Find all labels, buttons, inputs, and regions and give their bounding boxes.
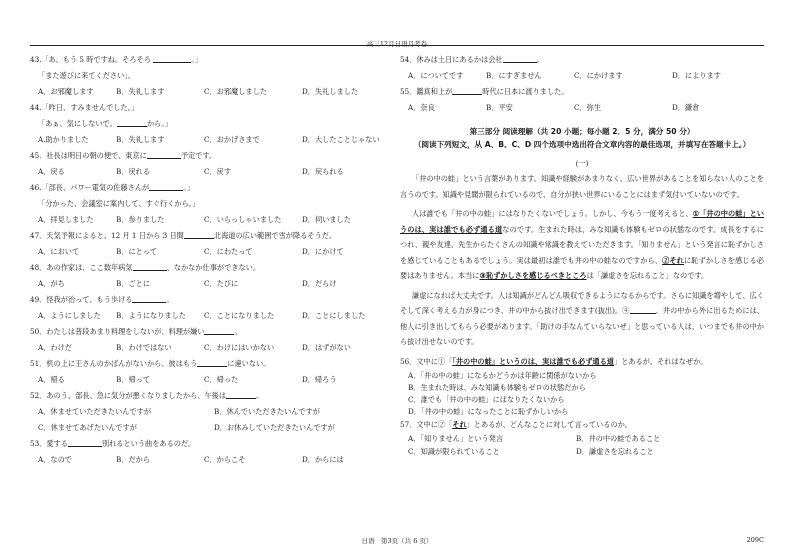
- page-title: 高三12月日语月考卷: [366, 40, 428, 48]
- answer-blank: [184, 230, 214, 239]
- options: A．において B．にとって C．にわたって D．にかけて: [38, 247, 344, 256]
- options: A．奈良 B．平安 C．弥生 D．鎌倉: [408, 103, 700, 112]
- question-50: 50．わたしは普段あまり料理をしないが、料理が嫌い 。 A．わけだ B．わけではない C．わけにはいかない D．はずがない: [30, 324, 392, 356]
- options: A．戻る B．戻れる C．戻す D．戻られる: [38, 167, 344, 176]
- answer-blank: [149, 182, 183, 191]
- options: C．休ませてあげたいんですが D．お休みしていただきたいんですが: [38, 423, 335, 432]
- question-48: 48．あの作家は、ここ数年病気 、なかなか仕事ができない。 A．がち B．ごとに C．たびに D．だらけ: [30, 260, 392, 292]
- page-number: 日语 第3页（共 6 页）: [361, 537, 433, 545]
- question-46: 46.「部長、パワー電気の佐藤さんが 。」 「分かった、会議室に案内して、すぐ行くから。」 A．拝見しました B．参りました C．いらっしゃいました D．伺いました: [30, 180, 392, 228]
- underlined-phrase: ①「井の中の蛙」というのは、実は誰でも必ず通る道: [400, 209, 764, 234]
- options: A．「知りません」という発言 B．井の中の蛙であること: [408, 433, 661, 443]
- question-57: 57．文中に②「それ」とあるが、どんなことに対して言っているのか。 A．「知りません」という発言 B．井の中の蛙であること C．知識が限られていること D．謙虚さを忘れること: [400, 418, 764, 458]
- answer-blank: [153, 54, 191, 63]
- answer-blank: [503, 54, 537, 63]
- question-43: 43.「あ、もう 5 時ですね。そろそろ 。」 「また遊びに来てください」。 A．お邪魔します B．失礼します C．お邪魔しました D．失礼しました: [30, 52, 392, 100]
- underlined-phrase: ②それ: [662, 255, 684, 265]
- options: C．知識が限られていること D．謙虚さを忘れること: [408, 446, 654, 456]
- question-45: 45．社長は明日の朝の便で、東京に 予定です。 A．戻る B．戻れる C．戻す D．戻られる: [30, 148, 392, 180]
- paper-code: 209C: [746, 536, 764, 544]
- section-title: 第三部分 阅读理解（共 20 小题；每小题 2．5 分，满分 50 分）: [469, 127, 695, 136]
- answer-blank: [133, 262, 167, 271]
- answer-blank: [452, 86, 482, 95]
- question-44: 44.「昨日、すみませんでした。」 「あぁ、気にしないで。 から。」 A.助かりました B．失礼します C．おかげさまで D．大したことじゃない: [30, 100, 392, 148]
- left-column: [30, 52, 392, 468]
- options: A．拝見しました B．参りました C．いらっしゃいました D．伺いました: [38, 215, 351, 224]
- answer-blank: [630, 305, 656, 314]
- passage-paragraph: 謙虚になれば大丈夫です。人は知識がどんどん吸収できるようになるからです。さらに知識を増やして、広くそして深く考える力が身につき、井の中から抜け出できます(抜出)。④ 、井の中から外に出るためには、他人に引き出してもらう必要があります。「助けの手なんていらないぜ」と思っている人は、いつまでも井の中から抜け出せないのです。: [400, 290, 764, 346]
- options: A．帰る B．帰って C．帰った D．帰ろう: [38, 375, 337, 384]
- options: A．がち B．ごとに C．たびに D．だらけ: [38, 279, 337, 288]
- question-47: 47．天気予報によると、12 月 1 日から 3 日間 北海道の広い範囲で雪が降るそうだ。 A．において B．にとって C．にわたって D．にかけて: [30, 228, 392, 260]
- options: A．なので B．だから C．からこそ D．からには: [38, 455, 344, 464]
- options: A．ようにしました B．ようになりました C．ことになりました D．ことにしました: [38, 311, 366, 320]
- section-instructions: （阅读下列短文，从 A、B、C、D 四个选项中选出符合文章内容的最佳选项，并填写在答题卡上。）: [413, 140, 751, 149]
- answer-blank: [226, 390, 256, 399]
- page-header: [30, 6, 764, 46]
- answer-blank: [68, 438, 102, 447]
- options: A.助かりました B．失礼します C．おかげさまで D．大したことじゃない: [38, 135, 380, 144]
- answer-blank: [197, 358, 227, 367]
- answer-blank: [204, 326, 234, 335]
- question-51: 51．机の上に王さんのかばんがないから、彼はもう に違いない。 A．帰る B．帰って C．帰った D．帰ろう: [30, 356, 392, 388]
- question-55: 55．鑑真和上が 時代に日本に渡りました。 A．奈良 B．平安 C．弥生 D．鎌倉: [400, 84, 764, 116]
- passage-paragraph: 「井の中の蛙」という言葉があります。知識や経験があまりなく、広い世界があることを知らない人のことを言うのです。知識や見聞が限られているので、自分が狭い世界にいることにはまず気付いていないのです。: [400, 174, 764, 199]
- options: A．休ませていただきたいんですが B．休んでいただきたいんですが: [38, 407, 320, 416]
- options: A．わけだ B．わけではない C．わけにはいかない D．はずがない: [38, 343, 351, 352]
- underlined-phrase: ③恥ずかしさを感じるべきところ: [479, 271, 587, 280]
- page-footer: [30, 536, 764, 550]
- question-56: 56．文中に①「「井の中の蛙」というのは、実は誰でも必ず通る道」とあるが、それはなぜか。 A．「井の中の蛙」になるかどうかは年齢に関係がないから B．生まれた時は、みな知識も体験もゼロの状態だから C．誰でも「井の中の蛙」にはなりたくないから D．「井の中の蛙」になったことに恥ずかしいから: [400, 356, 708, 416]
- answer-blank: [147, 150, 181, 159]
- question-53: 53．愛する 別れるという曲をあるのだ。 A．なので B．だから C．からこそ D．からには: [30, 436, 392, 468]
- passage-number: (一): [575, 159, 589, 168]
- answer-blank: [132, 294, 166, 303]
- options: A．についてです B．にすぎません C．にかけます D．によります: [408, 71, 721, 80]
- question-54: 54．休みは土日にあるかは会社 。 A．についてです B．にすぎません C．にかけます D．によります: [400, 52, 764, 84]
- options: A．お邪魔します B．失礼します C．お邪魔しました D．失礼しました: [38, 87, 359, 96]
- right-column: [400, 52, 764, 458]
- question-52: 52．あのう、部長、急に気分が悪くなりましたから、午後は 。 A．休ませていただきたいんですが B．休んでいただきたいんですが C．休ませてあげたいんですが D．お休みしていただきたいんですが: [30, 388, 392, 436]
- passage-paragraph: 人は誰でも「井の中の蛙」にはなりたくないでしょう。しかし、今もう一度考えると、①「井の中の蛙」というのは、実は誰でも必ず通る道なのです。生まれた時は、みな知識も体験もゼロの状態なのです。成長をするにつれ、親や友達、先生からたくさんの知識や常識を教えていただきます。「知りません」という発言に恥ずかしさを感じていることもあるでしょう。実は最初は誰でも井の中の蛙なのですから、②それに恥ずかしさを感じる必要はありません。本当に③恥ずかしさを感じるべきところは「謙虚さを忘れること」なのです。: [400, 209, 764, 280]
- question-49: 49．怪我が治って、もう歩ける 。 A．ようにしました B．ようになりました C．ことになりました D．ことにしました: [30, 292, 392, 324]
- answer-blank: [117, 118, 147, 127]
